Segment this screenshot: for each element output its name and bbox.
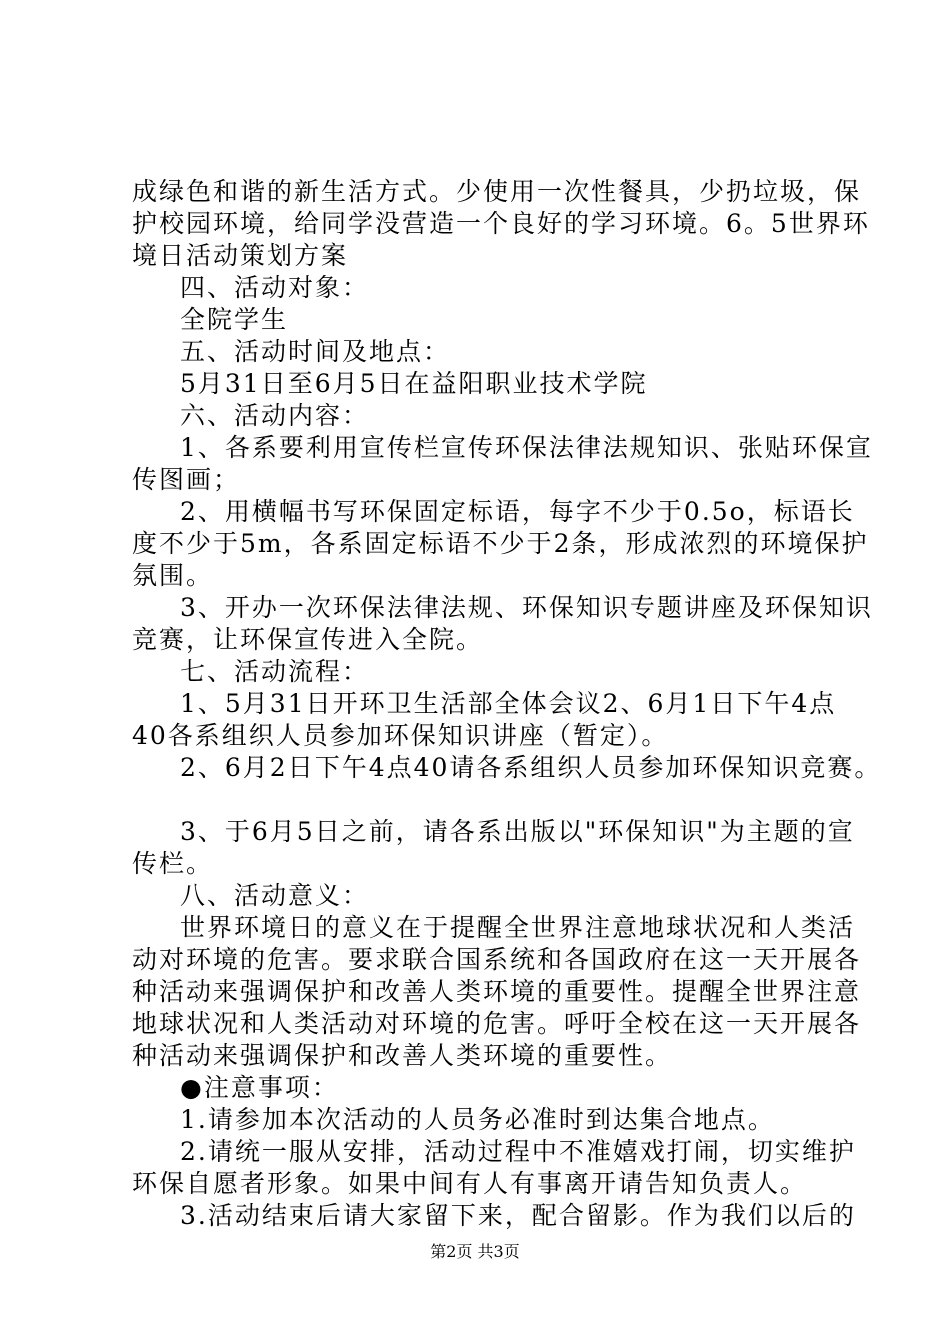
- text-line: 2、6月2日下午4点40请各系组织人员参加环保知识竞赛。: [180, 753, 882, 782]
- text-line: 2、用横幅书写环保固定标语，每字不少于0.5o，标语长: [180, 497, 855, 526]
- text-line: 世界环境日的意义在于提醒全世界注意地球状况和人类活: [180, 913, 856, 942]
- text-line: 地球状况和人类活动对环境的危害。呼吁全校在这一天开展各: [132, 1009, 862, 1038]
- section-heading: 四、活动对象：: [180, 273, 370, 302]
- text-line: 成绿色和谐的新生活方式。少使用一次性餐具，少扔垃圾，保: [132, 177, 862, 206]
- text-line: 环保自愿者形象。如果中间有人有事离开请告知负责人。: [132, 1169, 808, 1198]
- section-heading: 八、活动意义：: [180, 881, 370, 910]
- text-line: 动对环境的危害。要求联合国系统和各国政府在这一天开展各: [132, 945, 862, 974]
- page-number: 第2页 共3页: [430, 1242, 520, 1261]
- text-line: 2.请统一服从安排，活动过程中不准嬉戏打闹，切实维护: [180, 1137, 856, 1166]
- text-line: 3、于6月5日之前，请各系出版以"环保知识"为主题的宣: [180, 817, 855, 846]
- text-line: 传栏。: [132, 849, 214, 878]
- text-line: 传图画；: [132, 465, 241, 494]
- text-line: 竞赛，让环保宣传进入全院。: [132, 625, 484, 654]
- text-line: 全院学生: [180, 305, 289, 334]
- section-heading: 五、活动时间及地点：: [180, 337, 451, 366]
- text-line: 1.请参加本次活动的人员务必准时到达集合地点。: [180, 1105, 775, 1134]
- section-heading: 七、活动流程：: [180, 657, 370, 686]
- text-line: 3.活动结束后请大家留下来，配合留影。作为我们以后的: [180, 1201, 856, 1230]
- text-line: 1、5月31日开环卫生活部全体会议2、6月1日下午4点: [180, 689, 837, 718]
- text-line: 种活动来强调保护和改善人类环境的重要性。提醒全世界注意: [132, 977, 862, 1006]
- text-line: 5月31日至6月5日在益阳职业技术学院: [180, 369, 648, 398]
- text-line: 境日活动策划方案: [132, 241, 349, 270]
- text-line: 种活动来强调保护和改善人类环境的重要性。: [132, 1041, 673, 1070]
- text-line: 氛围。: [132, 561, 214, 590]
- text-line: 度不少于5m，各系固定标语不少于2条，形成浓烈的环境保护: [132, 529, 869, 558]
- section-heading: ●注意事项：: [180, 1073, 339, 1102]
- text-line: 1、各系要利用宣传栏宣传环保法律法规知识、张贴环保宣: [180, 433, 873, 462]
- text-line: 护校园环境，给同学没营造一个良好的学习环境。6。5世界环: [132, 209, 870, 238]
- section-heading: 六、活动内容：: [180, 401, 370, 430]
- text-line: 3、开办一次环保法律法规、环保知识专题讲座及环保知识: [180, 593, 873, 622]
- text-line: 40各系组织人员参加环保知识讲座（暂定）。: [132, 721, 669, 750]
